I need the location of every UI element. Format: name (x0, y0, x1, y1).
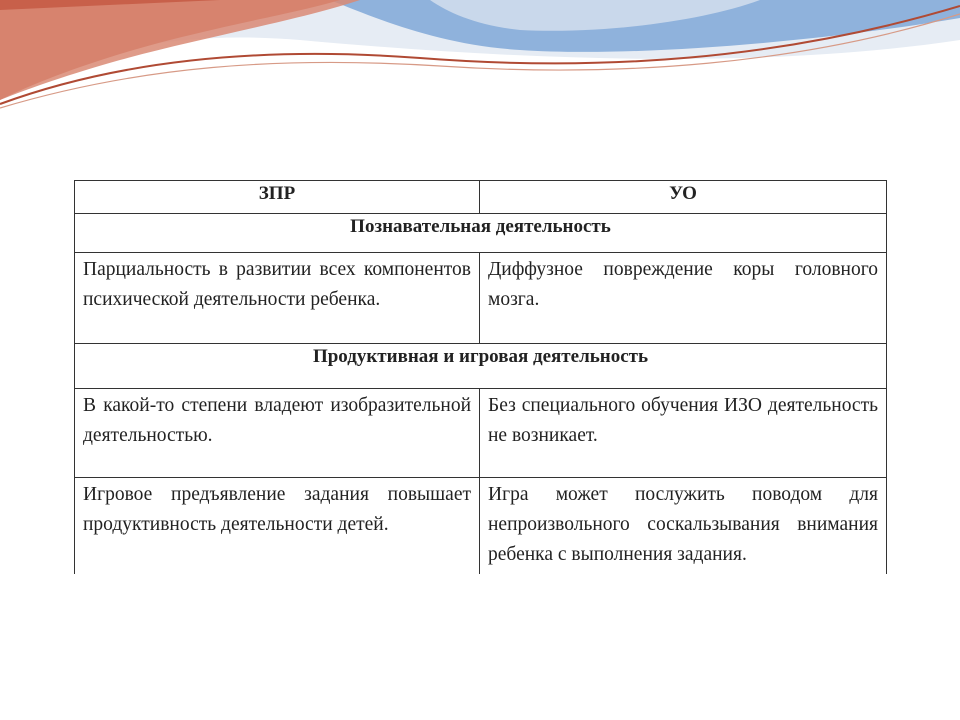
table-cell: В какой-то степени владеют изобразительной деятельностью. (75, 389, 480, 478)
table-cell: Диффузное повреждение коры головного мозга. (480, 253, 887, 344)
decorative-swoosh (0, 0, 960, 120)
column-header-uo: УО (480, 181, 887, 214)
table-row (75, 253, 887, 344)
table-cell: Игровое предъявление задания повышает продуктивность деятельности детей. (75, 478, 480, 575)
table-cell: Без специального обучения ИЗО деятельность не возникает. (480, 389, 887, 478)
section-title-cognitive: Познавательная деятельность (75, 214, 887, 253)
table-header-row (75, 181, 887, 214)
comparison-table-container (74, 180, 886, 600)
table-cell: Игра может послужить поводом для непроизвольного соскальзывания внимания ребенка с выполнения задания. (480, 478, 887, 575)
table-cell: Парциальность в развитии всех компонентов психической деятельности ребенка. (75, 253, 480, 344)
table-row (75, 478, 887, 575)
section-row (75, 344, 887, 389)
section-row (75, 214, 887, 253)
section-title-productive: Продуктивная и игровая деятельность (75, 344, 887, 389)
swoosh-salmon-band (0, 0, 360, 100)
comparison-table (74, 180, 887, 574)
table-row (75, 389, 887, 478)
column-header-zpr: ЗПР (75, 181, 480, 214)
